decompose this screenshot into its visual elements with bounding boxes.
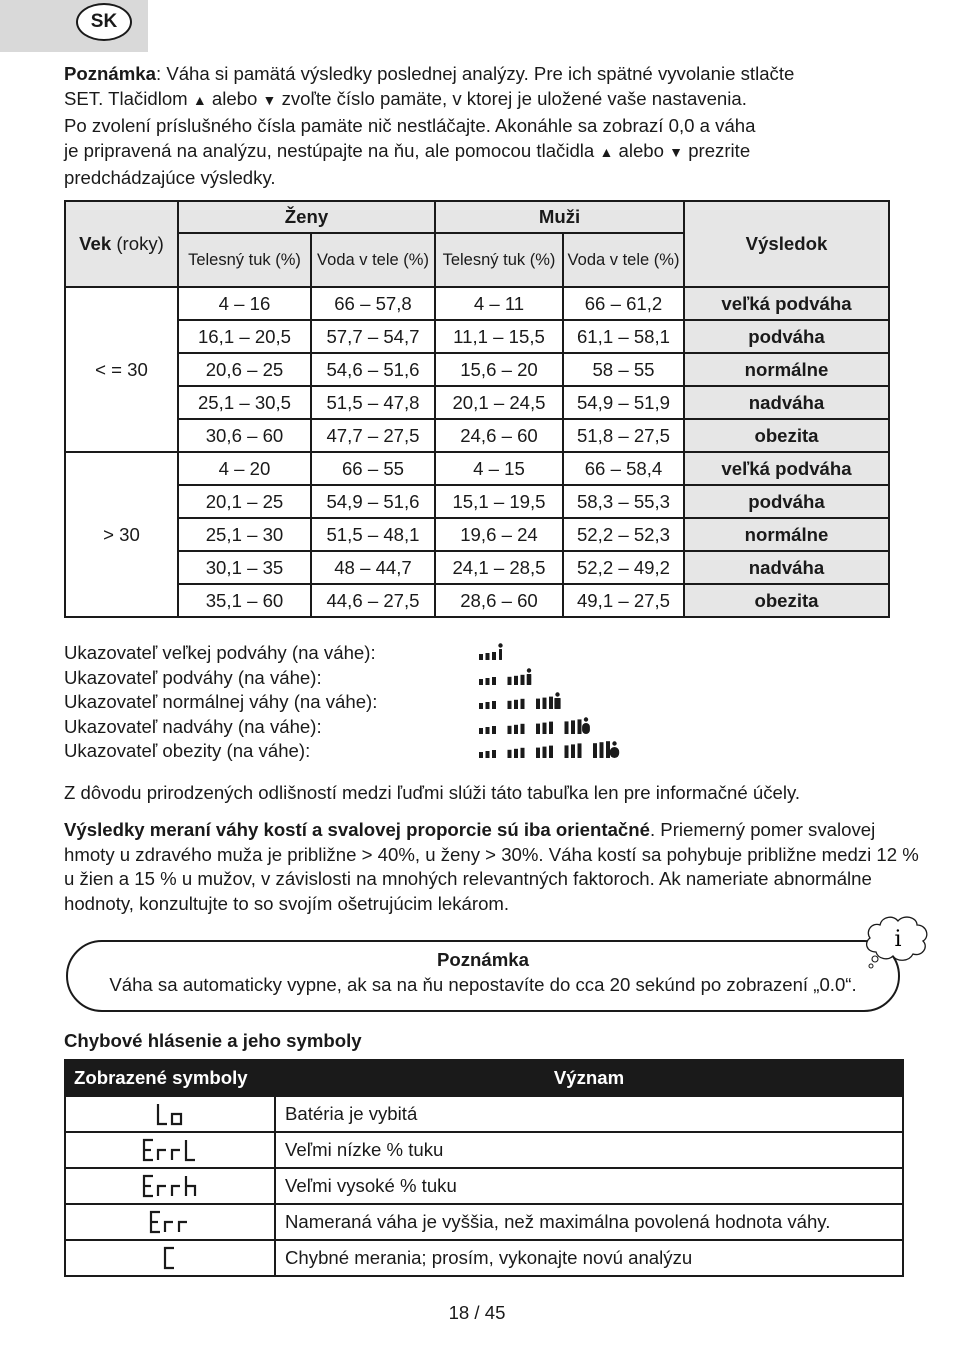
women-fat-cell: 20,1 – 25 [178,485,311,518]
triangle-down-icon: ▼ [669,144,684,160]
men-fat-cell: 15,6 – 20 [435,353,563,386]
level-bars-icon [477,715,677,740]
men-fat-cell: 24,6 – 60 [435,419,563,452]
table-row [65,485,889,518]
lcd-symbol-icon [155,1102,185,1126]
lcd-symbol-icon [141,1174,199,1198]
women-water-cell: 48 – 44,7 [311,551,435,584]
table-row [65,1204,903,1240]
intro-line-4a: je pripravená na analýzu, nestúpajte na ňu, ale pomocou tlačidla [64,140,595,161]
women-header: Ženy [178,201,435,233]
result-cell: podváha [684,320,889,353]
error-symbol-cell [65,1240,275,1276]
lcd-symbol-icon [141,1138,199,1162]
table-row [65,1096,903,1132]
table-row [65,1240,903,1276]
note-text: Váha sa automaticky vypne, ak sa na ňu nepostavíte do cca 20 sekúnd po zobrazení „0.0“. [109,974,857,995]
intro-line-2c: zvoľte číslo pamäte, v ktorej je uložené vaše nastavenia. [281,88,747,109]
table-row [65,386,889,419]
results-note-bold: Výsledky meraní váhy kostí a svalovej proporcie sú iba orientačné [64,819,650,840]
level-bars-icon [477,739,677,764]
women-water-cell: 44,6 – 27,5 [311,584,435,617]
women-fat-cell: 25,1 – 30,5 [178,386,311,419]
women-water-cell: 54,6 – 51,6 [311,353,435,386]
table-row [65,452,889,485]
women-water-cell: 47,7 – 27,5 [311,419,435,452]
women-fat-cell: 25,1 – 30 [178,518,311,551]
error-meaning-cell: Veľmi nízke % tuku [275,1132,903,1168]
men-water-cell: 61,1 – 58,1 [563,320,684,353]
table-row [65,287,889,320]
result-cell: nadváha [684,551,889,584]
age-header: Vek (roky) [65,201,178,287]
intro-line-1: : Váha si pamätá výsledky poslednej analýzy. Pre ich spätné vyvolanie stlačte [155,63,795,84]
error-meaning-cell: Batéria je vybitá [275,1096,903,1132]
note-title: Poznámka [437,949,529,970]
result-cell: veľká podváha [684,452,889,485]
women-water-cell: 51,5 – 47,8 [311,386,435,419]
women-fat-cell: 35,1 – 60 [178,584,311,617]
error-meaning-cell: Chybné merania; prosím, vykonajte novú analýzu [275,1240,903,1276]
women-water-cell: 51,5 – 48,1 [311,518,435,551]
women-fat-cell: 30,1 – 35 [178,551,311,584]
intro-line-4b: alebo [618,140,664,161]
intro-line-4c: prezrite [688,140,751,161]
info-cloud-icon [862,912,932,972]
body-fat-table [64,200,890,618]
men-fat-cell: 11,1 – 15,5 [435,320,563,353]
result-cell: obezita [684,419,889,452]
women-water-cell: 66 – 55 [311,452,435,485]
indicator-label: Ukazovateľ nadváhy (na váhe): [64,715,322,737]
intro-line-5: predchádzajúce výsledky. [64,167,276,188]
disclaimer-text: Z dôvodu prirodzených odlišností medzi ľuďmi slúži táto tabuľka len pre informačné účely. [64,782,801,803]
table-row [65,419,889,452]
women-fat-cell: 4 – 16 [178,287,311,320]
auto-off-note-box [66,940,900,1012]
error-section-heading: Chybové hlásenie a jeho symboly [64,1030,362,1051]
error-symbol-cell [65,1132,275,1168]
men-fat-cell: 4 – 15 [435,452,563,485]
triangle-up-icon: ▲ [599,144,614,160]
men-fat-cell: 28,6 – 60 [435,584,563,617]
intro-line-3: Po zvolení príslušného čísla pamäte nič nestláčajte. Akonáhle sa zobrazí 0,0 a váha [64,115,756,136]
language-badge: SK [76,3,132,41]
result-cell: obezita [684,584,889,617]
men-fat-cell: 19,6 – 24 [435,518,563,551]
indicator-icons [477,641,677,764]
intro-line-2b: alebo [211,88,258,109]
error-symbol-cell [65,1204,275,1240]
lcd-symbol-icon [148,1210,192,1234]
level-bars-icon [477,666,677,691]
error-symbols-table [64,1059,904,1277]
meaning-column-header: Význam [275,1060,903,1096]
result-cell: podváha [684,485,889,518]
age-group-cell: < = 30 [65,287,178,452]
men-water-cell: 66 – 58,4 [563,452,684,485]
men-fat-header: Telesný tuk (%) [435,233,563,287]
results-note [64,818,924,916]
men-water-header: Voda v tele (%) [563,233,684,287]
men-water-cell: 52,2 – 52,3 [563,518,684,551]
level-bars-icon [477,641,677,666]
women-water-cell: 66 – 57,8 [311,287,435,320]
men-water-cell: 49,1 – 27,5 [563,584,684,617]
table-row [65,1132,903,1168]
language-tab [0,0,148,52]
error-meaning-cell: Veľmi vysoké % tuku [275,1168,903,1204]
men-header: Muži [435,201,684,233]
result-cell: nadváha [684,386,889,419]
age-group-cell: > 30 [65,452,178,617]
intro-paragraph [64,61,894,190]
men-fat-cell: 4 – 11 [435,287,563,320]
table-row [65,518,889,551]
men-water-cell: 52,2 – 49,2 [563,551,684,584]
result-cell: veľká podváha [684,287,889,320]
error-symbol-cell [65,1096,275,1132]
women-water-cell: 57,7 – 54,7 [311,320,435,353]
men-water-cell: 58,3 – 55,3 [563,485,684,518]
table-row [65,551,889,584]
intro-note-label: Poznámka [64,63,156,84]
men-water-cell: 51,8 – 27,5 [563,419,684,452]
indicator-list [64,641,377,764]
table-row [65,320,889,353]
level-bars-icon [477,690,677,715]
lcd-symbol-icon [162,1246,178,1270]
indicator-label: Ukazovateľ obezity (na váhe): [64,740,311,761]
triangle-down-icon: ▼ [262,92,277,108]
table-row [65,1168,903,1204]
page-number: 18 / 45 [448,1302,506,1323]
triangle-up-icon: ▲ [192,92,207,108]
men-fat-cell: 24,1 – 28,5 [435,551,563,584]
info-glyph: i [894,927,902,952]
symbols-column-header: Zobrazené symboly [65,1060,275,1096]
indicator-label: Ukazovateľ podváhy (na váhe): [64,666,322,688]
error-meaning-cell: Nameraná váha je vyššia, než maximálna povolená hodnota váhy. [275,1204,903,1240]
women-water-header: Voda v tele (%) [311,233,435,287]
women-fat-cell: 4 – 20 [178,452,311,485]
women-fat-cell: 16,1 – 20,5 [178,320,311,353]
women-water-cell: 54,9 – 51,6 [311,485,435,518]
result-cell: normálne [684,353,889,386]
men-water-cell: 66 – 61,2 [563,287,684,320]
indicator-label: Ukazovateľ veľkej podváhy (na váhe): [64,642,376,663]
men-fat-cell: 20,1 – 24,5 [435,386,563,419]
indicator-label: Ukazovateľ normálnej váhy (na váhe): [64,691,378,712]
women-fat-cell: 20,6 – 25 [178,353,311,386]
result-cell: normálne [684,518,889,551]
men-water-cell: 58 – 55 [563,353,684,386]
table-row [65,584,889,617]
men-fat-cell: 15,1 – 19,5 [435,485,563,518]
intro-line-2a: SET. Tlačidlom [64,88,188,109]
table-row [65,353,889,386]
result-header: Výsledok [684,201,889,287]
women-fat-cell: 30,6 – 60 [178,419,311,452]
error-symbol-cell [65,1168,275,1204]
men-water-cell: 54,9 – 51,9 [563,386,684,419]
women-fat-header: Telesný tuk (%) [178,233,311,287]
results-note-text: . Priemerný pomer svalovej hmoty u zdravého muža je približne > 40%, u ženy > 30%. Váha kostí sa pohybuje približne medzi 12 % u žien a 15 % u mužov, v závislosti na mnohých relevantných faktoroch. Ak nameriate abnormálne hodnoty, konzultujte to so svojím ošetrujúcim lekárom. [64,819,919,914]
